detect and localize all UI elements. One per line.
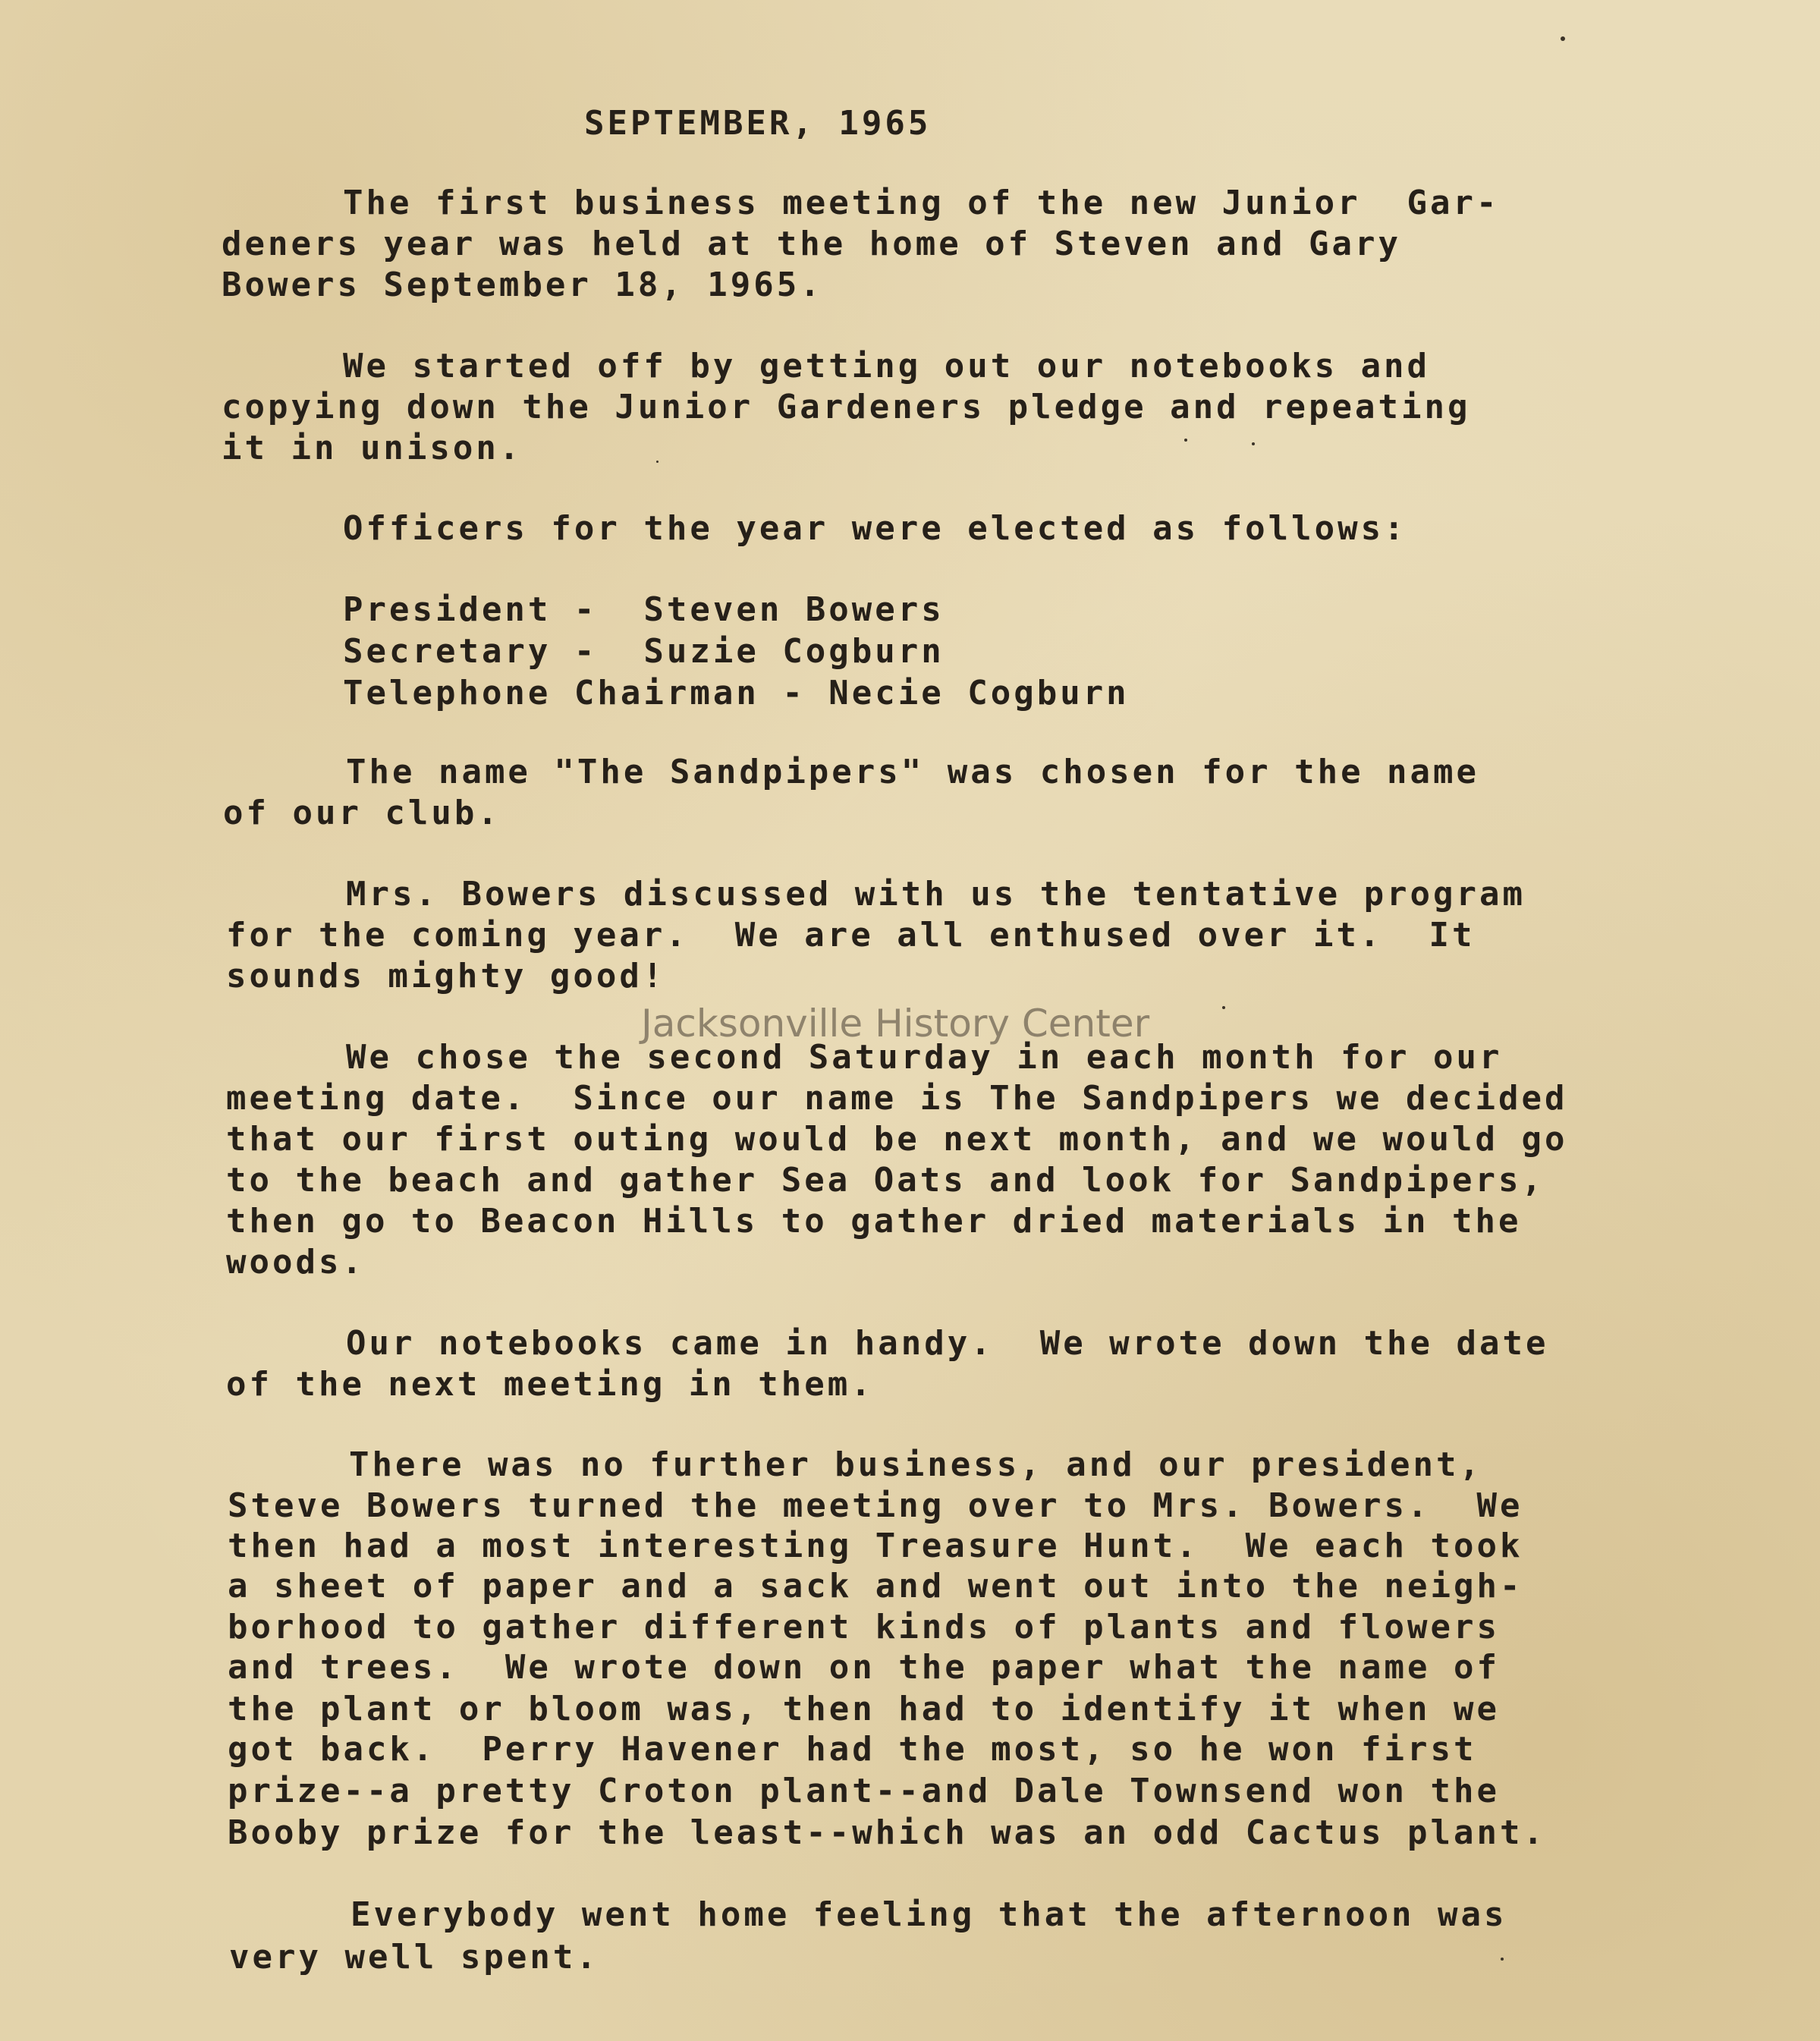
paragraph-9-line-10: Booby prize for the least--which was an odd Cactus plant.	[228, 1813, 1546, 1852]
paragraph-9-line-2: Steve Bowers turned the meeting over to Mrs. Bowers. We	[228, 1486, 1523, 1525]
watermark-text: Jacksonville History Center	[641, 1002, 1150, 1046]
paragraph-7-line-5: then go to Beacon Hills to gather dried materials in the	[226, 1202, 1522, 1241]
paragraph-6-line-1: Mrs. Bowers discussed with us the tentative program	[346, 875, 1526, 914]
paragraph-1-line-2: deners year was held at the home of Steven and Gary	[222, 225, 1402, 263]
paragraph-10-line-1: Everybody went home feeling that the afternoon was	[350, 1895, 1507, 1934]
paragraph-2-line-2: copying down the Junior Gardeners pledge and repeating	[222, 388, 1471, 426]
paragraph-6-line-3: sounds mighty good!	[226, 957, 666, 995]
paragraph-9-line-9: prize--a pretty Croton plant--and Dale Townsend won the	[228, 1772, 1500, 1810]
paper-speck	[1501, 1958, 1504, 1961]
paragraph-5-line-2: of our club.	[223, 794, 501, 832]
paper-speck	[1252, 442, 1255, 445]
officer-president: President - Steven Bowers	[343, 590, 945, 629]
paragraph-9-line-7: the plant or bloom was, then had to identify it when we	[228, 1690, 1500, 1728]
paper-speck	[1222, 1006, 1225, 1009]
paragraph-7-line-6: woods.	[226, 1243, 365, 1282]
paragraph-7-line-1: We chose the second Saturday in each month for our	[346, 1038, 1503, 1077]
paragraph-8-line-1: Our notebooks came in handy. We wrote down the date	[346, 1324, 1549, 1363]
paper-speck	[1184, 439, 1187, 442]
paragraph-7-line-2: meeting date. Since our name is The Sandpipers we decided	[226, 1079, 1568, 1118]
paragraph-9-line-4: a sheet of paper and a sack and went out into the neigh-	[228, 1567, 1523, 1605]
paragraph-9-line-8: got back. Perry Havener had the most, so he won first	[228, 1730, 1477, 1769]
paragraph-3-line-1: Officers for the year were elected as follows:	[343, 509, 1407, 548]
paragraph-7-line-4: to the beach and gather Sea Oats and look for Sandpipers,	[226, 1161, 1545, 1200]
paragraph-10-line-2: very well spent.	[229, 1938, 599, 1977]
paragraph-2-line-3: it in unison.	[222, 429, 523, 467]
paragraph-9-line-1: There was no further business, and our president,	[349, 1445, 1483, 1484]
paragraph-1-line-1: The first business meeting of the new Junior Gar-	[343, 184, 1500, 222]
paragraph-8-line-2: of the next meeting in them.	[226, 1365, 874, 1404]
paragraph-1-line-3: Bowers September 18, 1965.	[222, 266, 823, 304]
document-heading: SEPTEMBER, 1965	[584, 104, 932, 143]
paragraph-9-line-6: and trees. We wrote down on the paper what the name of	[228, 1648, 1500, 1687]
paragraph-2-line-1: We started off by getting out our notebooks and	[343, 347, 1431, 385]
paragraph-5-line-1: The name "The Sandpipers" was chosen for the name	[346, 753, 1480, 791]
paragraph-9-line-3: then had a most interesting Treasure Hunt. We each took	[228, 1527, 1523, 1565]
paragraph-7-line-3: that our first outing would be next month, and we would go	[226, 1120, 1568, 1159]
officer-telephone-chairman: Telephone Chairman - Necie Cogburn	[343, 674, 1130, 712]
paragraph-9-line-5: borhood to gather different kinds of plants and flowers	[228, 1608, 1500, 1646]
paper-speck	[656, 461, 659, 463]
paper-speck	[1561, 36, 1565, 41]
officer-secretary: Secretary - Suzie Cogburn	[343, 632, 945, 671]
paragraph-6-line-2: for the coming year. We are all enthused over it. It	[226, 916, 1476, 954]
